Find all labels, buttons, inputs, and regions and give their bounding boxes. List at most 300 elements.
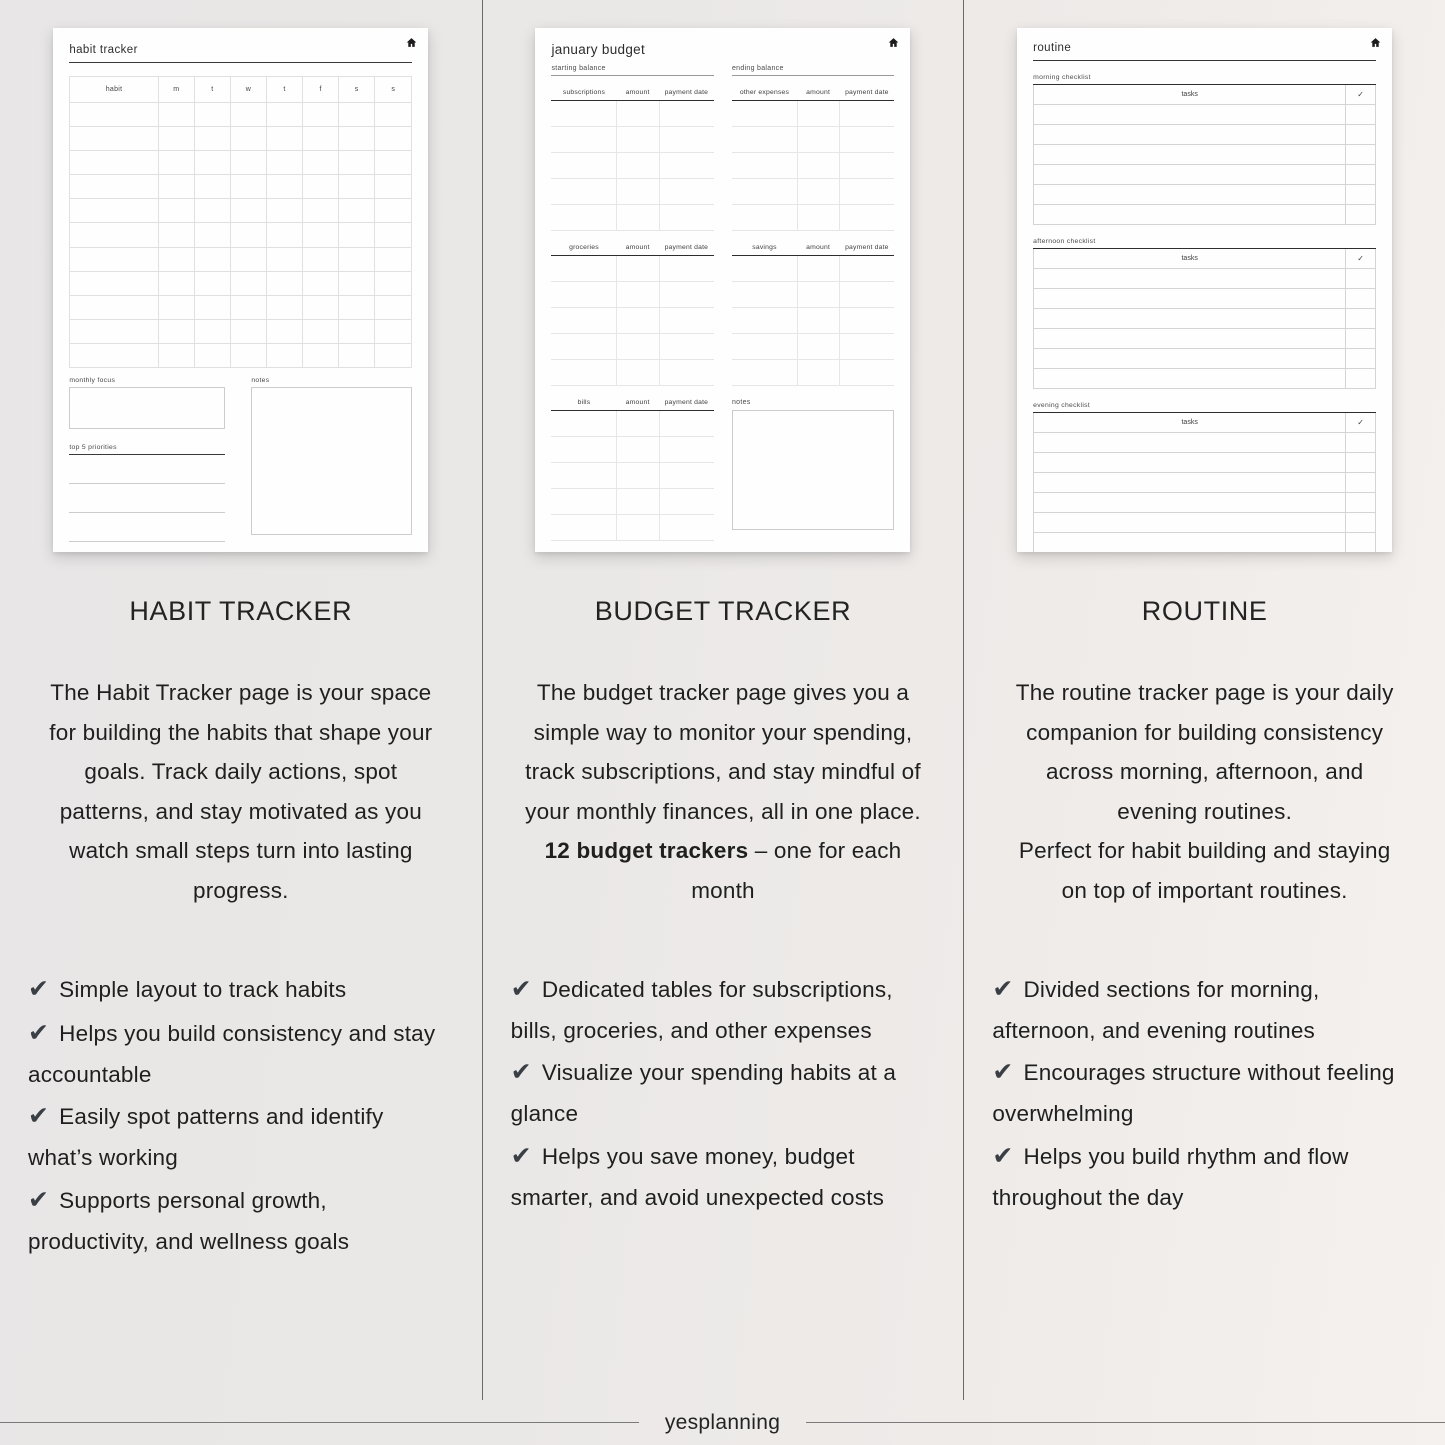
ending-balance-label: ending balance xyxy=(732,65,895,76)
checklist-table xyxy=(1033,85,1376,225)
habit-table-cell xyxy=(339,175,375,198)
feature-item xyxy=(28,1094,454,1178)
habit-table-cell xyxy=(231,223,267,246)
check-cell xyxy=(1345,205,1375,224)
table-cell xyxy=(551,437,616,462)
checkmark-icon: ✔ xyxy=(28,1102,50,1131)
habit-table-cell xyxy=(375,127,411,150)
check-cell xyxy=(1345,349,1375,368)
habit-table-row xyxy=(70,150,411,174)
table-row xyxy=(551,256,714,282)
top-priorities-label: top 5 priorities xyxy=(69,444,225,455)
habit-table-cell xyxy=(267,199,303,222)
habit-table-cell xyxy=(159,296,195,319)
check-cell xyxy=(1345,453,1375,472)
checklist-table xyxy=(1033,249,1376,389)
table-row xyxy=(732,205,895,231)
table-cell xyxy=(616,515,658,540)
habit-table-cell xyxy=(195,199,231,222)
table-row xyxy=(551,463,714,489)
table-cell xyxy=(616,463,658,488)
feature-text: Simple layout to track habits xyxy=(59,976,347,1002)
table-cell xyxy=(839,153,894,178)
check-cell xyxy=(1345,289,1375,308)
section-description-highlight xyxy=(523,831,924,910)
habit-table-cell xyxy=(303,248,339,271)
habit-table-cell xyxy=(159,320,195,343)
checklist-label: afternoon checklist xyxy=(1033,238,1376,249)
habit-table-header-row xyxy=(70,77,411,102)
table-cell xyxy=(659,515,714,540)
habit-table-cell xyxy=(303,127,339,150)
habit-table xyxy=(69,76,412,368)
check-cell xyxy=(1345,269,1375,288)
habit-table-cell xyxy=(267,344,303,367)
table-cell xyxy=(551,101,616,126)
table-cell xyxy=(732,308,797,333)
habit-table-cell xyxy=(231,296,267,319)
table-cell xyxy=(616,437,658,462)
task-cell xyxy=(1034,185,1345,204)
checklist-row xyxy=(1034,164,1375,184)
habit-table-cell xyxy=(231,199,267,222)
savings-table xyxy=(732,244,895,386)
table-cell xyxy=(839,360,894,385)
table-header-row xyxy=(732,89,895,101)
table-cell xyxy=(616,256,658,281)
table-row xyxy=(732,153,895,179)
habit-table-cell xyxy=(231,344,267,367)
habit-table-cell xyxy=(159,344,195,367)
habit-table-cell xyxy=(231,175,267,198)
table-row xyxy=(551,489,714,515)
table-cell xyxy=(839,101,894,126)
habit-table-cell xyxy=(70,296,158,319)
habit-table-row xyxy=(70,343,411,367)
table-cell xyxy=(797,360,839,385)
table-cell xyxy=(839,282,894,307)
checklist-row xyxy=(1034,492,1375,512)
table-header-row xyxy=(551,399,714,411)
habit-table-cell xyxy=(231,248,267,271)
habit-table-cell xyxy=(375,344,411,367)
habit-table-row xyxy=(70,247,411,271)
table-cell xyxy=(616,179,658,204)
checklist-row xyxy=(1034,204,1375,224)
table-header-cell: amount xyxy=(806,244,831,251)
checkmark-icon: ✔ xyxy=(510,1141,532,1170)
task-cell xyxy=(1034,329,1345,348)
habit-table-cell xyxy=(231,151,267,174)
table-header-cell: other expenses xyxy=(739,89,790,96)
priority-line xyxy=(69,513,225,542)
task-cell xyxy=(1034,309,1345,328)
habit-table-cell xyxy=(159,127,195,150)
feature-text: Supports personal growth, productivity, and wellness goals xyxy=(28,1187,350,1254)
check-cell xyxy=(1345,433,1375,452)
feature-item xyxy=(28,1178,454,1262)
check-cell xyxy=(1345,185,1375,204)
table-cell xyxy=(616,308,658,333)
habit-table-cell xyxy=(339,320,375,343)
footer-divider-line xyxy=(0,1422,639,1423)
habit-table-cell xyxy=(159,151,195,174)
checklist-header-row xyxy=(1034,249,1375,268)
check-cell xyxy=(1345,145,1375,164)
notes-label: notes xyxy=(251,377,270,384)
table-cell xyxy=(732,153,797,178)
table-cell xyxy=(659,101,714,126)
habit-table-cell xyxy=(195,223,231,246)
bills-table xyxy=(551,399,714,541)
table-cell xyxy=(839,179,894,204)
table-row xyxy=(551,127,714,153)
habit-table-row xyxy=(70,319,411,343)
feature-text: Easily spot patterns and identify what’s working xyxy=(28,1104,384,1171)
task-cell xyxy=(1034,433,1345,452)
feature-item xyxy=(992,1050,1417,1134)
footer xyxy=(0,1400,1445,1445)
section-title: ROUTINE xyxy=(1141,596,1268,626)
habit-table-cell xyxy=(70,103,158,126)
habit-table-header-cell: m xyxy=(159,77,195,102)
feature-list xyxy=(28,967,454,1262)
habit-table-cell xyxy=(339,103,375,126)
habit-table-cell xyxy=(339,223,375,246)
section-description: The Habit Tracker page is your space for building the habits that shape your goals. Track daily actions, spot patterns, and stay motivated as you watch small steps turn into lasting progress. xyxy=(49,680,433,903)
check-cell xyxy=(1345,309,1375,328)
habit-table-header-cell: t xyxy=(267,77,303,102)
table-cell xyxy=(659,205,714,230)
feature-item xyxy=(28,1011,454,1095)
table-cell xyxy=(551,334,616,359)
check-cell xyxy=(1345,329,1375,348)
habit-table-row xyxy=(70,174,411,198)
starting-balance-label: starting balance xyxy=(551,65,714,76)
table-cell xyxy=(659,437,714,462)
habit-table-cell xyxy=(195,103,231,126)
habit-table-cell xyxy=(70,320,158,343)
check-column-header: ✓ xyxy=(1345,413,1375,432)
notes-box xyxy=(732,410,895,530)
habit-table-cell xyxy=(70,223,158,246)
habit-table-cell xyxy=(267,151,303,174)
habit-table-cell xyxy=(303,344,339,367)
table-cell xyxy=(797,308,839,333)
feature-item xyxy=(28,967,454,1011)
table-cell xyxy=(839,205,894,230)
check-cell xyxy=(1345,105,1375,124)
table-header-cell: payment date xyxy=(664,89,709,96)
habit-table-header-cell: habit xyxy=(70,77,158,102)
table-cell xyxy=(797,101,839,126)
section-description: The budget tracker page gives you a simple way to monitor your spending, track subscriptions, and stay mindful of your monthly finances, all in one place. xyxy=(525,680,921,824)
habit-table-cell xyxy=(303,272,339,295)
section-title: HABIT TRACKER xyxy=(129,596,353,626)
table-cell xyxy=(839,334,894,359)
habit-table-cell xyxy=(375,296,411,319)
table-row xyxy=(732,334,895,360)
task-cell xyxy=(1034,269,1345,288)
habit-table-cell xyxy=(70,151,158,174)
feature-text: Divided sections for morning, afternoon, and evening routines xyxy=(992,976,1320,1043)
table-row xyxy=(551,153,714,179)
task-cell xyxy=(1034,473,1345,492)
checklist-row xyxy=(1034,124,1375,144)
habit-table-cell xyxy=(267,103,303,126)
check-cell xyxy=(1345,493,1375,512)
habit-table-header-cell: w xyxy=(231,77,267,102)
checklist-section xyxy=(1033,74,1376,225)
table-cell xyxy=(732,127,797,152)
monthly-focus-label: monthly focus xyxy=(69,377,116,384)
check-cell xyxy=(1345,125,1375,144)
check-cell xyxy=(1345,369,1375,388)
table-row xyxy=(732,127,895,153)
habit-table-cell xyxy=(195,175,231,198)
checklist-row xyxy=(1034,144,1375,164)
table-row xyxy=(551,205,714,231)
table-cell xyxy=(616,360,658,385)
checklist-section xyxy=(1033,238,1376,389)
habit-table-row xyxy=(70,126,411,150)
habit-table-cell xyxy=(267,296,303,319)
habit-table-cell xyxy=(159,199,195,222)
habit-table-cell xyxy=(195,296,231,319)
habit-table-cell xyxy=(70,272,158,295)
feature-item xyxy=(992,1134,1417,1218)
habit-table-cell xyxy=(339,151,375,174)
habit-table-header-cell: s xyxy=(391,86,396,93)
table-cell xyxy=(732,360,797,385)
task-cell xyxy=(1034,145,1345,164)
table-cell xyxy=(551,179,616,204)
table-header-cell: subscriptions xyxy=(562,89,606,96)
habit-table-cell xyxy=(303,320,339,343)
checklist-row xyxy=(1034,432,1375,452)
tasks-header: tasks xyxy=(1181,255,1198,262)
table-header-cell: amount xyxy=(806,89,831,96)
section-title: BUDGET TRACKER xyxy=(594,596,852,626)
feature-text: Dedicated tables for subscriptions, bills, groceries, and other expenses xyxy=(510,976,893,1043)
habit-table-header-cell: s xyxy=(339,77,375,102)
habit-table-cell xyxy=(70,248,158,271)
habit-table-cell xyxy=(267,248,303,271)
highlight-bold-text: 12 budget trackers xyxy=(544,838,749,864)
check-cell xyxy=(1345,513,1375,532)
check-column-header: ✓ xyxy=(1345,85,1375,104)
checkmark-icon: ✔ xyxy=(28,1185,50,1214)
table-cell xyxy=(797,127,839,152)
checkmark-icon: ✔ xyxy=(992,1141,1014,1170)
table-cell xyxy=(797,334,839,359)
table-header-cell: groceries xyxy=(569,244,599,251)
habit-table-cell xyxy=(375,151,411,174)
habit-table-cell xyxy=(195,248,231,271)
task-cell xyxy=(1034,493,1345,512)
table-row xyxy=(551,411,714,437)
table-row xyxy=(551,101,714,127)
table-row xyxy=(732,308,895,334)
feature-item xyxy=(511,1134,936,1218)
habit-table-cell xyxy=(159,175,195,198)
table-cell xyxy=(732,101,797,126)
habit-table-cell xyxy=(339,127,375,150)
task-cell xyxy=(1034,105,1345,124)
habit-table-cell xyxy=(231,272,267,295)
monthly-focus-box xyxy=(69,387,225,429)
checklist-label: morning checklist xyxy=(1033,74,1376,85)
habit-table-cell xyxy=(375,248,411,271)
table-cell xyxy=(616,334,658,359)
table-cell xyxy=(659,334,714,359)
checklist-row xyxy=(1034,472,1375,492)
planner-page-title: habit tracker xyxy=(69,28,412,63)
routine-page-preview xyxy=(1017,28,1392,552)
table-row xyxy=(732,282,895,308)
table-header-cell: payment date xyxy=(664,399,709,406)
notes-box xyxy=(251,387,412,535)
habit-table-cell xyxy=(70,199,158,222)
table-header-cell: payment date xyxy=(845,244,889,251)
task-cell xyxy=(1034,533,1345,552)
table-cell xyxy=(732,282,797,307)
table-header-cell: bills xyxy=(577,399,591,406)
subscriptions-table xyxy=(551,89,714,231)
feature-text: Encourages structure without feeling overwhelming xyxy=(992,1060,1395,1127)
table-row xyxy=(551,437,714,463)
habit-table-cell xyxy=(303,296,339,319)
table-header-cell: amount xyxy=(625,399,650,406)
table-header-row xyxy=(551,89,714,101)
task-cell xyxy=(1034,165,1345,184)
task-cell xyxy=(1034,369,1345,388)
table-cell xyxy=(616,489,658,514)
habit-table-cell xyxy=(159,272,195,295)
feature-text: Visualize your spending habits at a glance xyxy=(510,1060,897,1127)
habit-table-cell xyxy=(375,320,411,343)
habit-table-header-cell: t xyxy=(195,77,231,102)
habit-table-cell xyxy=(339,344,375,367)
habit-table-cell xyxy=(339,199,375,222)
task-cell xyxy=(1034,289,1345,308)
habit-table-cell xyxy=(375,199,411,222)
home-icon xyxy=(888,37,899,48)
habit-table-cell xyxy=(267,127,303,150)
table-cell xyxy=(732,256,797,281)
habit-tracker-page-preview xyxy=(53,28,428,552)
habit-table-row xyxy=(70,198,411,222)
section-description: The routine tracker page is your daily companion for building consistency across morning, afternoon, and evening routines. xyxy=(1015,680,1394,824)
habit-table-cell xyxy=(375,175,411,198)
habit-table-cell xyxy=(231,103,267,126)
feature-item xyxy=(511,967,936,1051)
checkmark-icon: ✔ xyxy=(28,974,50,1003)
checklist-row xyxy=(1034,532,1375,552)
habit-table-cell xyxy=(195,272,231,295)
column-habit-tracker xyxy=(0,0,482,1400)
feature-text: Helps you save money, budget smarter, and avoid unexpected costs xyxy=(510,1143,885,1210)
checklist-row xyxy=(1034,268,1375,288)
check-cell xyxy=(1345,473,1375,492)
habit-table-cell xyxy=(303,151,339,174)
habit-table-cell xyxy=(339,248,375,271)
checklist-label: evening checklist xyxy=(1033,402,1376,413)
checklist-row xyxy=(1034,308,1375,328)
table-cell xyxy=(551,360,616,385)
checkmark-icon: ✔ xyxy=(28,1018,50,1047)
checkmark-icon: ✔ xyxy=(510,1058,532,1087)
table-row xyxy=(732,179,895,205)
planner-page-title: routine xyxy=(1033,28,1376,61)
table-cell xyxy=(659,489,714,514)
table-cell xyxy=(551,127,616,152)
habit-table-cell xyxy=(70,127,158,150)
checkmark-icon: ✔ xyxy=(510,974,532,1003)
table-cell xyxy=(797,153,839,178)
habit-table-cell xyxy=(267,272,303,295)
table-header-row xyxy=(732,244,895,256)
habit-table-row xyxy=(70,271,411,295)
table-row xyxy=(551,179,714,205)
checklist-row xyxy=(1034,368,1375,388)
table-cell xyxy=(551,489,616,514)
habit-table-cell xyxy=(303,175,339,198)
habit-table-row xyxy=(70,295,411,319)
table-row xyxy=(732,256,895,282)
table-row xyxy=(551,308,714,334)
task-cell xyxy=(1034,205,1345,224)
table-cell xyxy=(551,256,616,281)
habit-table-cell xyxy=(267,175,303,198)
table-header-row xyxy=(551,244,714,256)
table-cell xyxy=(659,411,714,436)
checklist-header-row xyxy=(1034,85,1375,104)
table-cell xyxy=(732,205,797,230)
habit-table-cell xyxy=(70,344,158,367)
table-row xyxy=(551,334,714,360)
priority-line xyxy=(69,455,225,484)
table-cell xyxy=(732,334,797,359)
check-column-header: ✓ xyxy=(1345,249,1375,268)
check-cell xyxy=(1345,165,1375,184)
table-cell xyxy=(797,179,839,204)
habit-table-cell xyxy=(303,103,339,126)
habit-table-cell xyxy=(375,272,411,295)
checkmark-icon: ✔ xyxy=(992,1058,1014,1087)
checklist-row xyxy=(1034,184,1375,204)
table-cell xyxy=(551,515,616,540)
priority-line xyxy=(69,484,225,513)
checklist-row xyxy=(1034,452,1375,472)
habit-table-cell xyxy=(195,344,231,367)
table-cell xyxy=(551,308,616,333)
table-header-cell: payment date xyxy=(664,244,709,251)
footer-divider-line xyxy=(806,1422,1445,1423)
table-cell xyxy=(839,256,894,281)
table-cell xyxy=(839,127,894,152)
habit-table-cell xyxy=(339,296,375,319)
table-row xyxy=(551,282,714,308)
task-cell xyxy=(1034,513,1345,532)
checklists xyxy=(1033,74,1376,552)
habit-table-cell xyxy=(231,127,267,150)
task-cell xyxy=(1034,453,1345,472)
feature-item xyxy=(511,1050,936,1134)
habit-table-cell xyxy=(303,223,339,246)
table-cell xyxy=(797,205,839,230)
table-cell xyxy=(616,411,658,436)
